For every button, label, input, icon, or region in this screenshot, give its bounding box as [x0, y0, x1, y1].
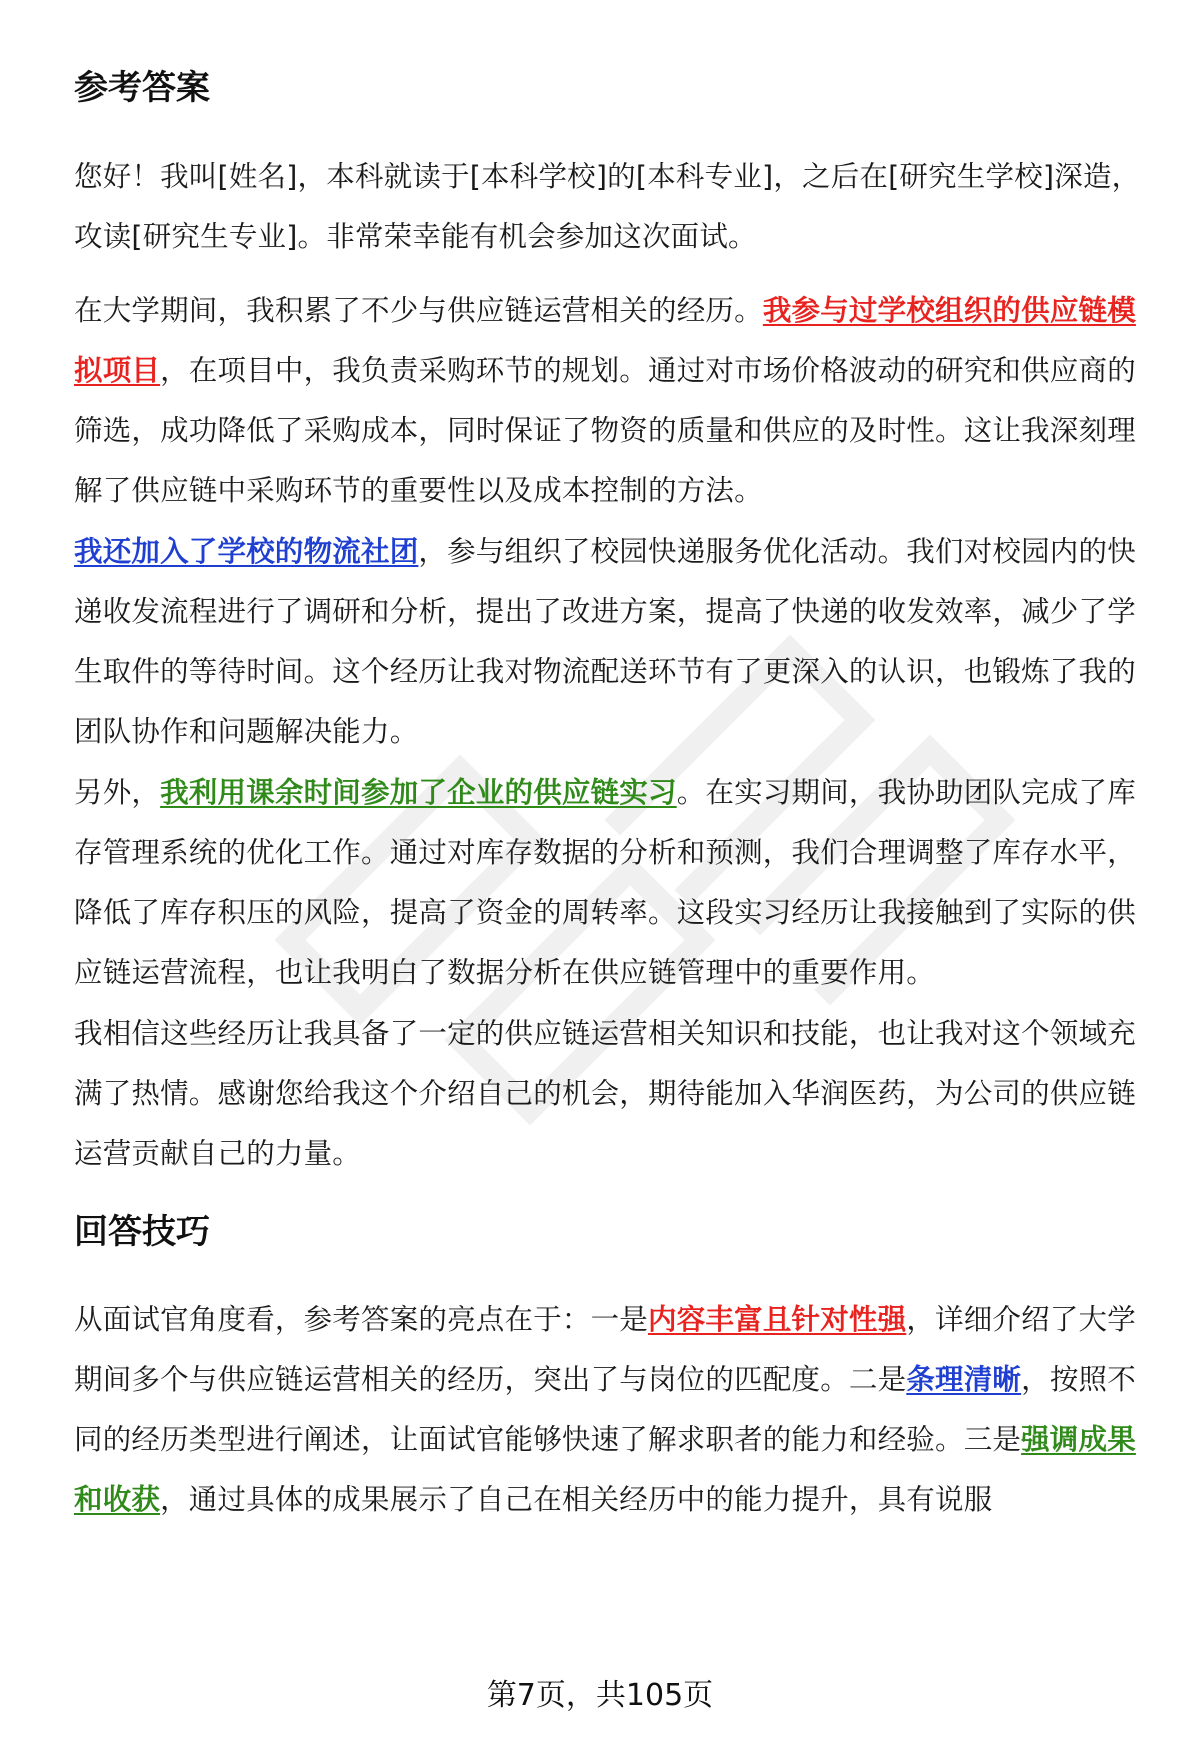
paragraph-text: ，参与组织了校园快递服务优化活动。我们对校园内的快递收发流程进行了调研和分析，提出了改进方案，提高了快递的收发效率，减少了学生取件的等待时间。这个经历让我对物流配送环节有了更深入的认识，也锻炼了我的团队协作和问题解决能力。 [74, 535, 1136, 748]
paragraph-text: ，在项目中，我负责采购环节的规划。通过对市场价格波动的研究和供应商的筛选，成功降低了采购成本，同时保证了物资的质量和供应的及时性。这让我深刻理解了供应链中采购环节的重要性以及成本控制的方法。 [74, 354, 1136, 507]
paragraph-text: 另外， [74, 776, 161, 809]
paragraph-text: 。在实习期间，我协助团队完成了库存管理系统的优化工作。通过对库存数据的分析和预测，我们合理调整了库存水平，降低了库存积压的风险，提高了资金的周转率。这段实习经历让我接触到了实际的供应链运营流程，也让我明白了数据分析在供应链管理中的重要作用。 [74, 776, 1136, 989]
paragraph-6 [74, 1290, 1146, 1530]
section-heading-answer-tips: 回答技巧 [74, 1212, 210, 1252]
highlight-blue: 我还加入了学校的物流社团 [74, 535, 419, 568]
paragraph-5 [74, 1004, 1146, 1184]
paragraph-4 [74, 763, 1146, 1003]
paragraph-2 [74, 281, 1146, 521]
highlight-red: 内容丰富且针对性强 [648, 1303, 907, 1336]
highlight-green: 我利用课余时间参加了企业的供应链实习 [160, 776, 677, 809]
paragraph-3 [74, 522, 1146, 762]
highlight-green: 强调成果和收获 [74, 1423, 1136, 1516]
page-number: 第7页，共105页 [486, 1678, 714, 1713]
paragraph-text: 从面试官角度看，参考答案的亮点在于：一是 [74, 1303, 649, 1336]
paragraph-text: 我相信这些经历让我具备了一定的供应链运营相关知识和技能，也让我对这个领域充满了热情。感谢您给我这个介绍自己的机会，期待能加入华润医药，为公司的供应链运营贡献自己的力量。 [74, 1017, 1136, 1170]
paragraph-text: ，通过具体的成果展示了自己在相关经历中的能力提升，具有说服 [160, 1483, 993, 1516]
highlight-red: 我参与过学校组织的供应链模拟项目 [74, 294, 1136, 387]
paragraph-text: 您好！我叫[姓名]，本科就读于[本科学校]的[本科专业]，之后在[研究生学校]深造，攻读[研究生专业]。非常荣幸能有机会参加这次面试。 [74, 160, 1141, 253]
highlight-blue: 条理清晰 [906, 1363, 1022, 1396]
paragraph-text: ，按照不同的经历类型进行阐述，让面试官能够快速了解求职者的能力和经验。三是 [74, 1363, 1136, 1456]
paragraph-text: 在大学期间，我积累了不少与供应链运营相关的经历。 [74, 294, 763, 327]
paragraph-text: ，详细介绍了大学期间多个与供应链运营相关的经历，突出了与岗位的匹配度。二是 [74, 1303, 1136, 1396]
paragraph-1 [74, 147, 1146, 267]
section-heading-reference-answer: 参考答案 [74, 68, 210, 108]
